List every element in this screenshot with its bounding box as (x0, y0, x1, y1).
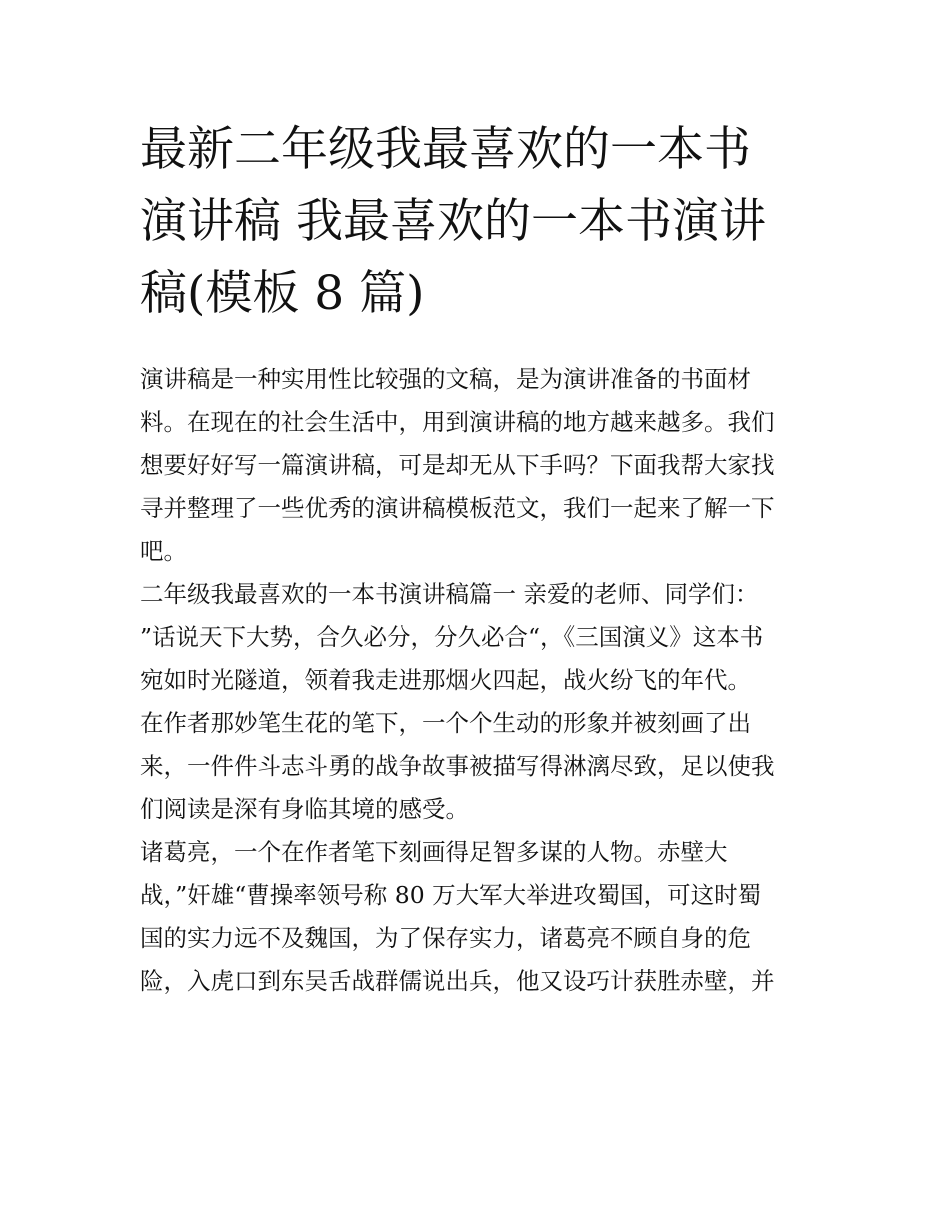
document-body (140, 358, 815, 1003)
text-line: 吧。 (140, 537, 187, 565)
text-line: ”话说天下大势，合久必分，分久必合“，《三国演义》这本书 (140, 623, 764, 651)
text-line: 演讲稿是一种实用性比较强的文稿，是为演讲准备的书面材 (140, 365, 751, 393)
title-line: 稿(模板 8 篇) (140, 266, 425, 321)
text-line: 战，”奸雄“曹操率领号称 80 万大军大举进攻蜀国，可这时蜀 (140, 881, 762, 909)
paragraph-author (140, 702, 815, 831)
text-line: 料。在现在的社会生活中，用到演讲稿的地方越来越多。我们 (140, 408, 775, 436)
title-line: 最新二年级我最喜欢的一本书 (140, 122, 751, 177)
text-line: 寻并整理了一些优秀的演讲稿模板范文，我们一起来了解一下 (140, 494, 775, 522)
text-line: 想要好好写一篇演讲稿，可是却无从下手吗？下面我帮大家找 (140, 451, 775, 479)
text-line: 在作者那妙笔生花的笔下，一个个生动的形象并被刻画了出 (140, 709, 751, 737)
document-title (140, 114, 820, 330)
text-line: 二年级我最喜欢的一本书演讲稿篇一 亲爱的老师、同学们： (140, 580, 759, 608)
text-line: 诸葛亮，一个在作者笔下刻画得足智多谋的人物。赤壁大 (140, 838, 728, 866)
paragraph-zhuge-liang (140, 831, 815, 1003)
title-line: 演讲稿 我最喜欢的一本书演讲 (140, 194, 766, 249)
text-line: 险，入虎口到东吴舌战群儒说出兵，他又设巧计获胜赤壁，并 (140, 967, 775, 995)
text-line: 来，一件件斗志斗勇的战争故事被描写得淋漓尽致，足以使我 (140, 752, 775, 780)
text-line: 国的实力远不及魏国，为了保存实力，诸葛亮不顾自身的危 (140, 924, 751, 952)
paragraph-speech-one (140, 573, 815, 702)
text-line: 们阅读是深有身临其境的感受。 (140, 795, 469, 823)
paragraph-intro (140, 358, 815, 573)
text-line: 宛如时光隧道，领着我走进那烟火四起，战火纷飞的年代。 (140, 666, 751, 694)
